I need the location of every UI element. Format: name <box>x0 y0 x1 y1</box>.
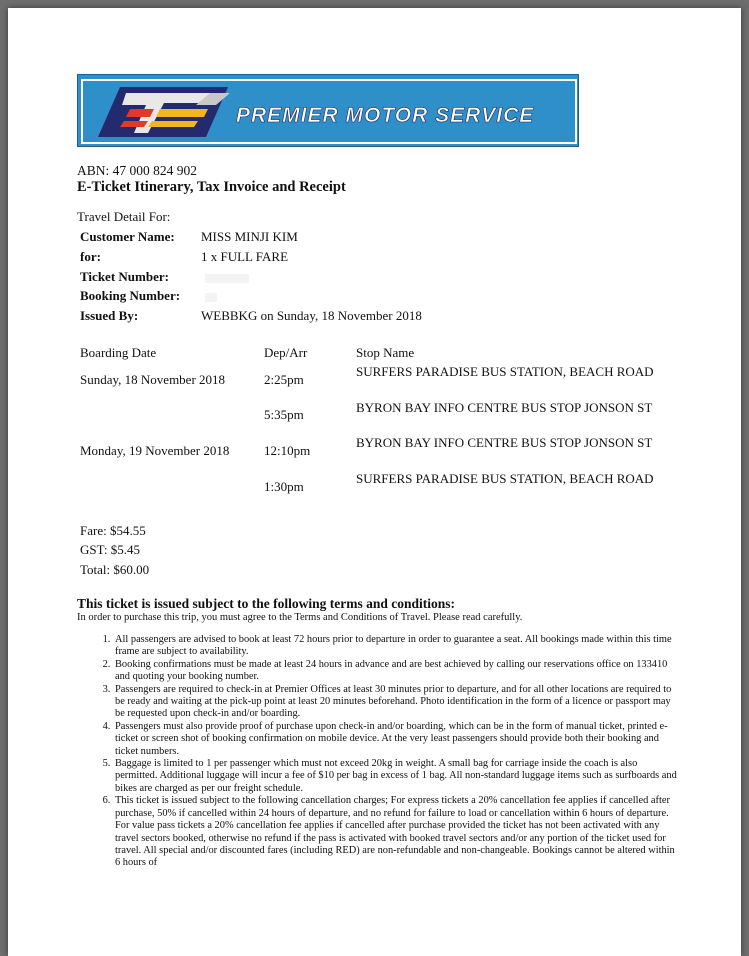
for-value: 1 x FULL FARE <box>201 249 289 264</box>
booking-number-label: Booking Number: <box>80 288 181 303</box>
terms-item: 4. Passengers must also provide proof of purchase upon check-in and/or boarding, which can be in the form of manual ticket, printed e-ticket or screen shot of booking confirmation on mobile device. At the very least passengers should provide both their booking and ticket numbers. <box>113 721 677 758</box>
abn: ABN: 47 000 824 902 <box>77 163 198 178</box>
terms-item: 2. Booking confirmations must be made at least 24 hours in advance and are best achieved by calling our reservations office on 133410 and quoting your booking number. <box>113 659 677 684</box>
booking-number-redacted <box>201 288 217 304</box>
terms-item: 6. This ticket is issued subject to the following cancellation charges; For express tickets a 20% cancellation fee applies if cancelled after purchase, 50% if cancelled within 24 hours of departure, and no refund for failure to load or cancellation within 6 hours of departure. For value pass tickets a 20% cancellation fee applies if cancelled after purchase provided the ticket has not been activated with any travel sectors booked, otherwise no refund if the pass is activated with booked travel sectors and/or any portion of the ticket used for travel. All special and/or discounted fares (including RED) are non-refundable and non-changeable. Bookings cannot be altered within 6 hours of <box>113 795 677 869</box>
terms-list <box>77 634 677 884</box>
terms-intro: In order to purchase this trip, you must agree to the Terms and Conditions of Travel. Please read carefully. <box>77 612 523 623</box>
fare-amount: Fare: $54.55 <box>80 523 146 538</box>
customer-name-label: Customer Name: <box>80 229 175 244</box>
premier-logo-icon <box>78 75 580 148</box>
terms-item: 1. All passengers are advised to book at least 72 hours prior to departure in order to guarantee a seat. All bookings made within this time frame are subject to availability. <box>113 634 677 659</box>
terms-item: 5. Baggage is limited to 1 per passenger which must not exceed 20kg in weight. A small bag for carriage inside the coach is also permitted. Additional luggage will incur a fee of $10 per bag in excess of 1 bag. All non-standard luggage items such as surfboards and bikes are charged as per our freight schedule. <box>113 758 677 795</box>
header-stop-name: Stop Name <box>356 345 415 360</box>
row3-stop: BYRON BAY INFO CENTRE BUS STOP JONSON ST <box>356 435 653 450</box>
row2-stop: BYRON BAY INFO CENTRE BUS STOP JONSON ST <box>356 400 653 415</box>
for-label: for: <box>80 249 101 264</box>
premier-logo-banner <box>77 74 579 147</box>
terms-item: 3. Passengers are required to check-in at Premier Offices at least 30 minutes prior to departure, and for all other locations are required to be ready and waiting at the pick-up point at least 20 minutes beforehand. Photo identification in the form of a licence or passport may be requested upon check-in and/or boarding. <box>113 684 677 721</box>
ticket-number-label: Ticket Number: <box>80 269 169 284</box>
travel-detail-label: Travel Detail For: <box>77 209 171 224</box>
row1-stop: SURFERS PARADISE BUS STATION, BEACH ROAD <box>356 364 654 379</box>
document-title: E-Ticket Itinerary, Tax Invoice and Receipt <box>77 179 346 195</box>
logo-text: PREMIER MOTOR SERVICE <box>236 104 535 127</box>
document-page <box>8 8 741 956</box>
issued-by-value: WEBBKG on Sunday, 18 November 2018 <box>201 308 422 323</box>
row4-stop: SURFERS PARADISE BUS STATION, BEACH ROAD <box>356 471 654 486</box>
customer-name-value: MISS MINJI KIM <box>201 229 298 244</box>
row4-time: 1:30pm <box>264 479 304 494</box>
terms-title: This ticket is issued subject to the following terms and conditions: <box>77 596 456 611</box>
row3-time: 12:10pm <box>264 443 311 458</box>
row1-date: Sunday, 18 November 2018 <box>80 372 226 387</box>
row2-time: 5:35pm <box>264 407 304 422</box>
row1-time: 2:25pm <box>264 372 304 387</box>
total-amount: Total: $60.00 <box>80 562 150 577</box>
row3-date: Monday, 19 November 2018 <box>80 443 230 458</box>
header-boarding-date: Boarding Date <box>80 345 157 360</box>
ticket-number-redacted <box>201 269 249 285</box>
header-dep-arr: Dep/Arr <box>264 345 308 360</box>
issued-by-label: Issued By: <box>80 308 139 323</box>
gst-amount: GST: $5.45 <box>80 542 141 557</box>
